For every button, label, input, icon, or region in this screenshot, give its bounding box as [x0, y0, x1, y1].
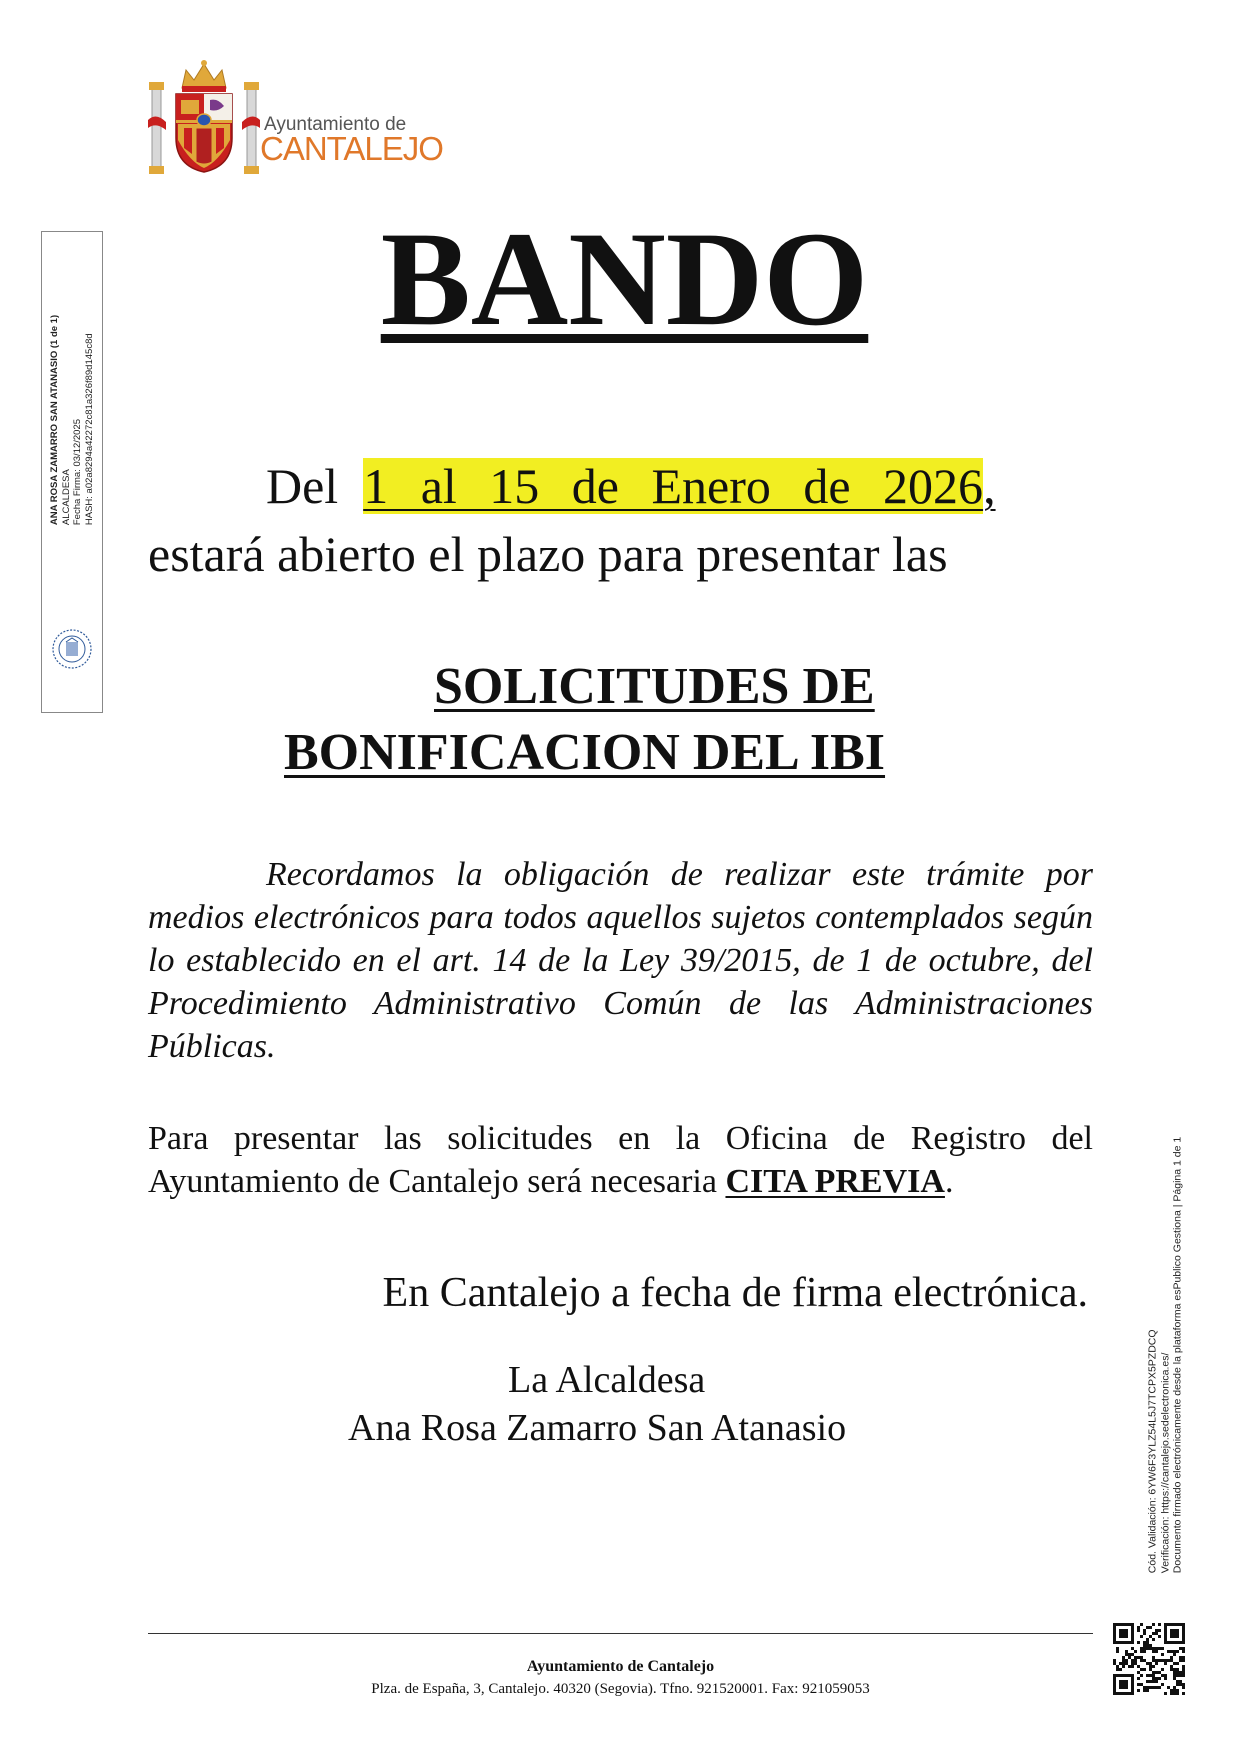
- intro-continuation: estará abierto el plazo para presentar las: [148, 526, 948, 582]
- electronic-signature-box: [41, 231, 103, 713]
- subject-line-1: SOLICITUDES DE: [434, 658, 875, 715]
- validation-code: Cód. Validación: 6YW6F3YLZ54L5J7TCPX5PZDCQ: [1146, 1329, 1159, 1574]
- intro-comma: ,: [983, 458, 996, 514]
- reminder-paragraph: Recordamos la obligación de realizar este trámite por medios electrónicos para todos aquellos sujetos contemplados según lo establecido en el art. 14 de la Ley 39/2015, de 1 de octubre, del Procedimiento Administrativo Común de las Administraciones Públicas.: [148, 856, 1093, 1065]
- place-date-line: En Cantalejo a fecha de firma electrónica.: [382, 1270, 1088, 1316]
- institution-prefix: Ayuntamiento de: [264, 114, 407, 135]
- institution-logo: [148, 58, 443, 176]
- page-title: BANDO: [380, 205, 869, 354]
- signer-role: ALCALDESA: [60, 469, 72, 526]
- signature-date: Fecha Firma: 03/12/2025: [72, 418, 83, 526]
- validation-block: [1135, 1090, 1195, 1620]
- validation-url: Verificación: https://cantalejo.sedelectronica.es/: [1158, 1352, 1171, 1574]
- footer-institution: Ayuntamiento de Cantalejo: [526, 1658, 715, 1675]
- coat-of-arms-icon: [148, 58, 260, 176]
- signatory-name: Ana Rosa Zamarro San Atanasio: [348, 1407, 847, 1449]
- cita-previa-emphasis: CITA PREVIA: [725, 1163, 945, 1200]
- registration-paragraph: [148, 1117, 1093, 1203]
- registration-text: Para presentar las solicitudes en la Oficina de Registro del Ayuntamiento de Cantalejo será necesaria: [148, 1120, 1093, 1200]
- date-range-highlight: 1 al 15 de Enero de 2026: [363, 458, 984, 514]
- intro-lead: Del: [266, 458, 339, 514]
- signer-name: ANA ROSA ZAMARRO SAN ATANASIO (1 de 1): [49, 314, 60, 526]
- validation-note: Documento firmado electrónicamente desde la plataforma esPublico Gestiona | Página 1 de 1: [1171, 1136, 1184, 1574]
- qr-code-icon: [1113, 1623, 1185, 1695]
- footer-address: Plza. de España, 3, Cantalejo. 40320 (Segovia). Tfno. 921520001. Fax: 921059053: [371, 1681, 870, 1697]
- signature-hash: HASH: a02a8294a42272c81a326f89d145c8d: [83, 333, 95, 526]
- institution-name: CANTALEJO: [260, 130, 443, 167]
- footer-divider: [148, 1633, 1093, 1634]
- registration-end: .: [944, 1163, 954, 1200]
- signatory-role: La Alcaldesa: [508, 1359, 706, 1401]
- signature-seal-icon: [51, 628, 93, 670]
- subject-line-2: BONIFICACION DEL IBI: [284, 724, 886, 781]
- date-range-line: [148, 452, 1093, 520]
